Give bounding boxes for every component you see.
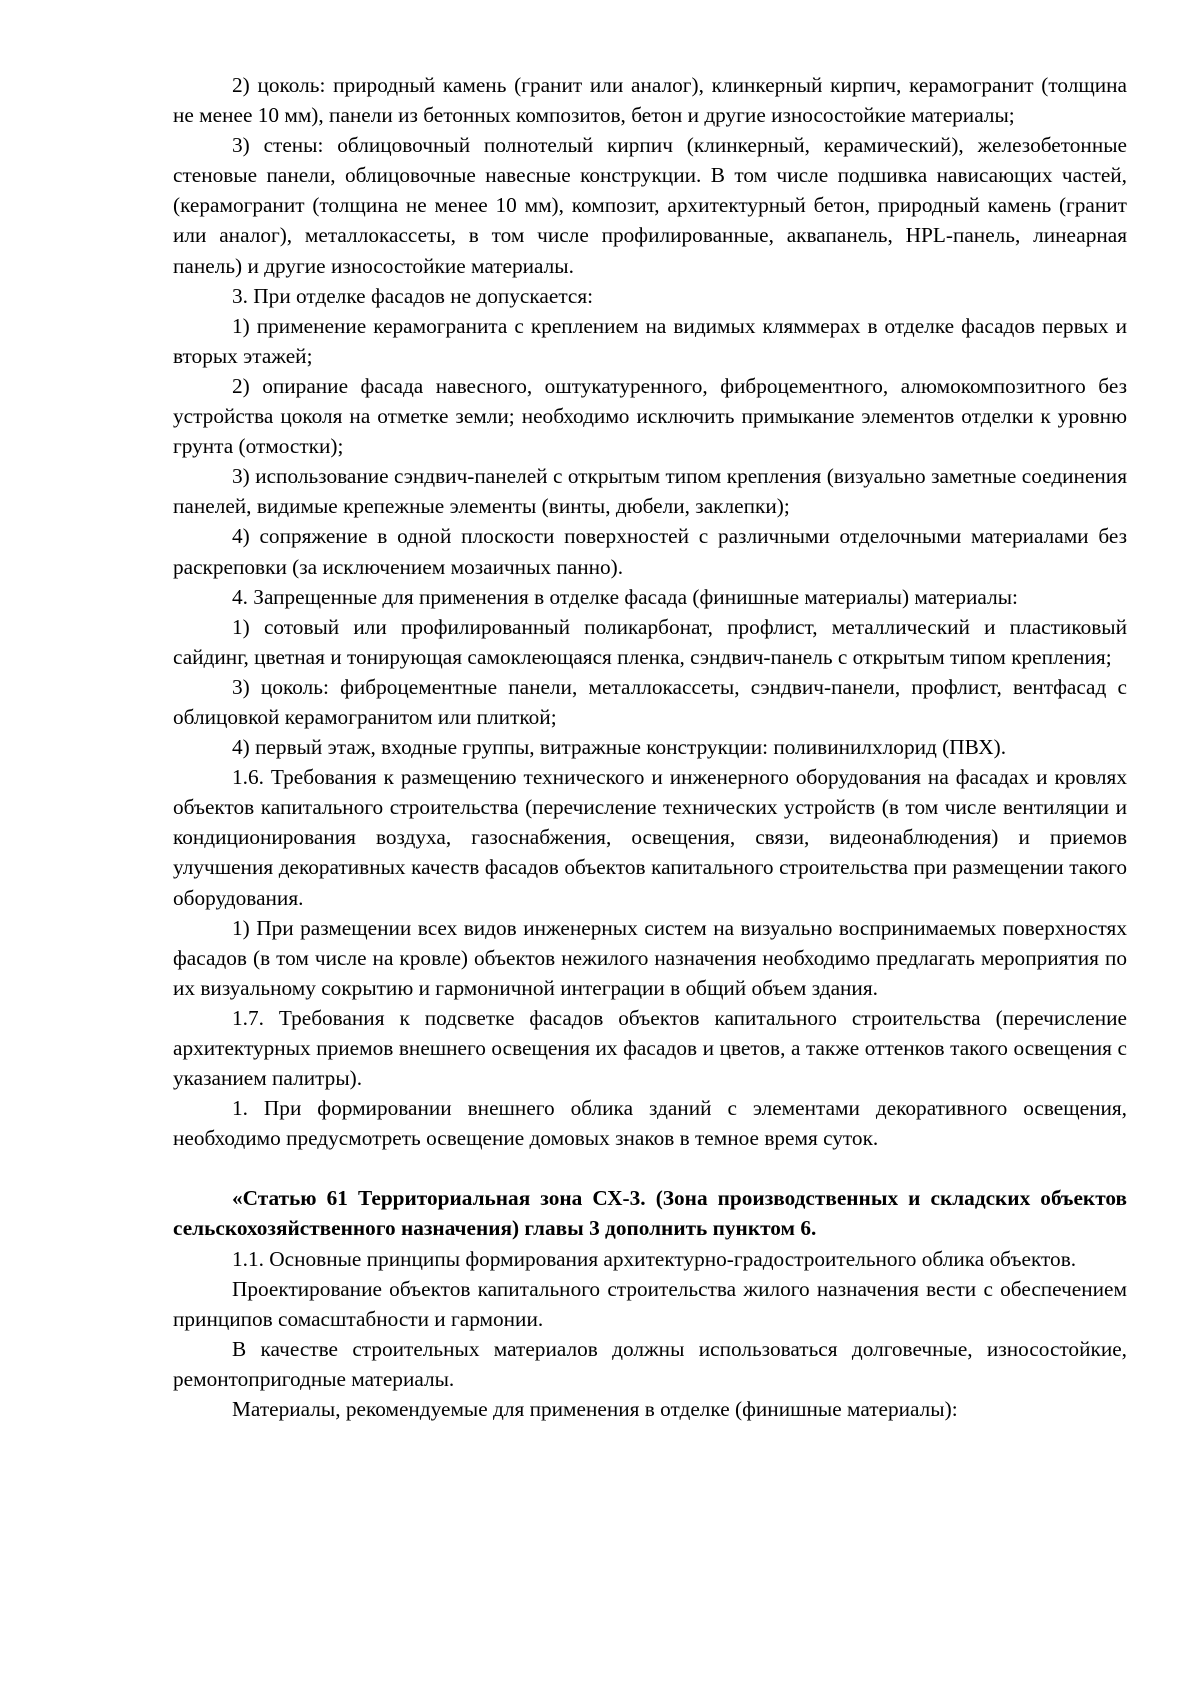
paragraph-lighting-requirements: 1.7. Требования к подсветке фасадов объектов капитального строительства (перечисление архитектурных приемов внешнего освещения их фасадов и цветов, а также оттенков такого освещения с указанием палитры). — [173, 1005, 1127, 1091]
paragraph-facade-support: 2) опирание фасада навесного, оштукатуренного, фиброцементного, алюмокомпозитного без устройства цоколя на отметке земли; необходимо исключить примыкание элементов отделки к уровню грунта (отмостки); — [173, 373, 1127, 459]
paragraph-wall-materials: 3) стены: облицовочный полнотелый кирпич (клинкерный, керамический), железобетонные стеновые панели, облицовочные навесные конструкции. В том числе подшивка нависающих частей, (керамогранит (толщина не менее 10 мм), композит, архитектурный бетон, природный камень (гранит или аналог), металлокассеты, в том числе профилированные, аквапанель, HPL-панель, линеарная панель) и другие износостойкие материалы. — [173, 133, 1127, 278]
paragraph-design-principles: Проектирование объектов капитального строительства жилого назначения вести с обеспечением принципов сомасштабности и гармонии. — [173, 1276, 1127, 1331]
paragraph-facade-not-allowed: 3. При отделке фасадов не допускается: — [232, 283, 594, 308]
paragraph-first-floor: 4) первый этаж, входные группы, витражные конструкции: поливинилхлорид (ПВХ). — [232, 735, 1007, 760]
paragraph-forbidden-materials: 4. Запрещенные для применения в отделке фасада (финишные материалы) материалы: — [232, 584, 1018, 609]
paragraph-recommended-materials: Материалы, рекомендуемые для применения в отделке (финишные материалы): — [232, 1397, 958, 1422]
paragraph-decorative-lighting: 1. При формировании внешнего облика зданий с элементами декоративного освещения, необходимо предусмотреть освещение домовых знаков в темное время суток. — [173, 1096, 1127, 1151]
paragraph-polycarbonate: 1) сотовый или профилированный поликарбонат, профлист, металлический и пластиковый сайдинг, цветная и тонирующая самоклеющаяся пленка, сэндвич-панель с открытым типом крепления; — [173, 614, 1127, 669]
paragraph-engineering-systems: 1) При размещении всех видов инженерных систем на визуально воспринимаемых поверхностях фасадов (в том числе на кровле) объектов нежилого назначения необходимо предлагать мероприятия по их визуальному сокрытию и гармоничной интеграции в общий объем здания. — [173, 915, 1127, 1000]
paragraph-plinth-forbidden: 3) цоколь: фиброцементные панели, металлокассеты, сэндвич-панели, профлист, вентфасад с облицовкой керамогранитом или плиткой; — [173, 674, 1127, 729]
paragraph-plinth-materials: 2) цоколь: природный камень (гранит или аналог), клинкерный кирпич, керамогранит (толщина не менее 10 мм), панели из бетонных композитов, бетон и другие износостойкие материалы; — [173, 73, 1127, 128]
section-gap — [173, 1153, 1127, 1183]
paragraph-sandwich-panels: 3) использование сэндвич-панелей с открытым типом крепления (визуально заметные соединения панелей, видимые крепежные элементы (винты, дюбели, заклепки); — [173, 464, 1127, 519]
paragraph-porcelain-clamps: 1) применение керамогранита с креплением на видимых кляммерах в отделке фасадов первых и вторых этажей; — [173, 313, 1127, 368]
paragraph-equipment-requirements: 1.6. Требования к размещению технического и инженерного оборудования на фасадах и кровлях объектов капитального строительства (перечисление технических устройств (в том числе вентиляции и кондиционирования воздуха, газоснабжения, освещения, связи, видеонаблюдения) и приемов улучшения декоративных качеств фасадов объектов капитального строительства при размещении такого оборудования. — [173, 765, 1127, 910]
document-page — [173, 70, 1127, 1424]
paragraph-basic-principles: 1.1. Основные принципы формирования архитектурно-градостроительного облика объектов. — [232, 1246, 1077, 1271]
paragraph-surface-joining: 4) сопряжение в одной плоскости поверхностей с различными отделочными материалами без раскреповки (за исключением мозаичных панно). — [173, 524, 1127, 579]
paragraph-building-materials: В качестве строительных материалов должны использоваться долговечные, износостойкие, ремонтопригодные материалы. — [173, 1336, 1127, 1391]
section-heading: «Статью 61 Территориальная зона СХ-3. (Зона производственных и складских объектов сельскохозяйственного назначения) главы 3 дополнить пунктом 6. — [173, 1186, 1127, 1241]
